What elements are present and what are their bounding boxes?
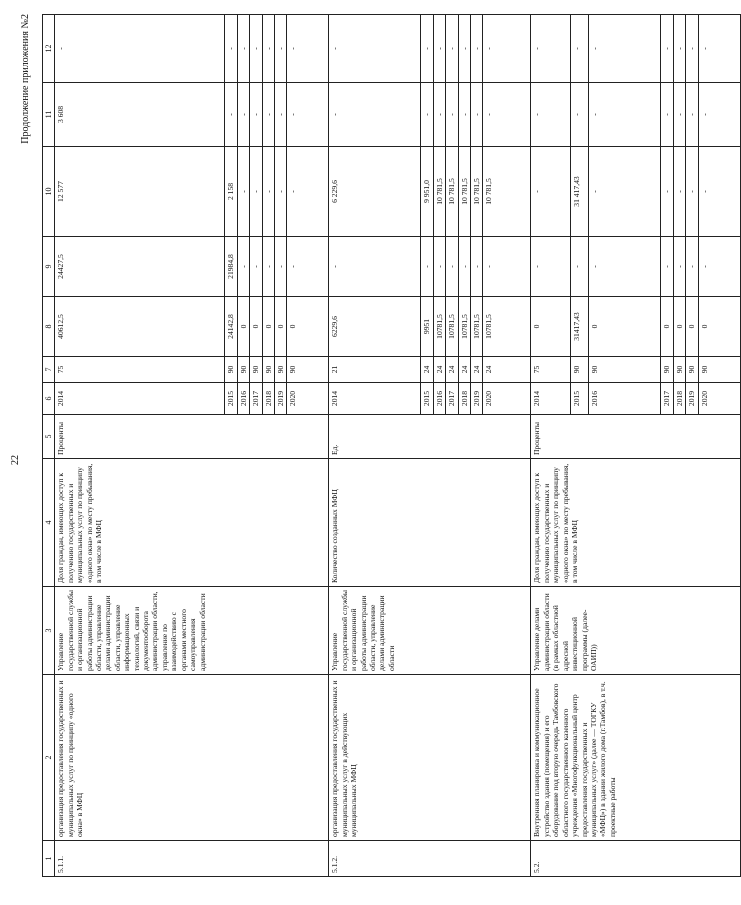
other-funding-cell: - xyxy=(686,15,698,83)
year-cell: 2015 xyxy=(421,383,433,415)
year-cell: 2017 xyxy=(446,383,458,415)
local-funding-cell: - xyxy=(589,83,661,147)
local-funding-cell: - xyxy=(446,83,458,147)
total-funding-cell: 9951 xyxy=(421,297,433,357)
target-value-cell: 90 xyxy=(287,357,329,383)
other-funding-cell: - xyxy=(287,15,329,83)
executor-cell: Управление государственной службы и организационной работы администрации области, управление делами администрации области, управление информационных технологий, связи и документооборота администрации области, управление по взаимодействию с органами местного самоуправления администрации области xyxy=(55,587,329,675)
federal-funding-cell: - xyxy=(287,237,329,297)
col-header: 5 xyxy=(43,415,55,459)
table-body xyxy=(55,15,740,877)
column-number-row xyxy=(43,15,55,877)
unit-cell: Проценты xyxy=(531,415,740,459)
local-funding-cell: - xyxy=(458,83,470,147)
total-funding-cell: 6229,6 xyxy=(329,297,421,357)
total-funding-cell: 0 xyxy=(275,297,287,357)
total-funding-cell: 0 xyxy=(262,297,274,357)
federal-funding-cell: - xyxy=(686,237,698,297)
page-number: 22 xyxy=(10,455,21,465)
federal-funding-cell: - xyxy=(531,237,571,297)
total-funding-cell: 40612,5 xyxy=(55,297,225,357)
total-funding-cell: 0 xyxy=(589,297,661,357)
year-cell: 2019 xyxy=(471,383,483,415)
target-value-cell: 90 xyxy=(686,357,698,383)
target-value-cell: 90 xyxy=(250,357,262,383)
federal-funding-cell: - xyxy=(275,237,287,297)
local-funding-cell: - xyxy=(421,83,433,147)
total-funding-cell: 10781,5 xyxy=(471,297,483,357)
other-funding-cell: - xyxy=(250,15,262,83)
regional-funding-cell: - xyxy=(686,147,698,237)
local-funding-cell: - xyxy=(531,83,571,147)
year-cell: 2017 xyxy=(661,383,673,415)
federal-funding-cell: - xyxy=(433,237,445,297)
regional-funding-cell: - xyxy=(531,147,571,237)
target-value-cell: 90 xyxy=(225,357,237,383)
total-funding-cell: 10781,5 xyxy=(483,297,531,357)
year-cell: 2020 xyxy=(698,383,740,415)
unit-cell: Ед. xyxy=(329,415,531,459)
federal-funding-cell: - xyxy=(483,237,531,297)
target-value-cell: 24 xyxy=(483,357,531,383)
local-funding-cell: - xyxy=(686,83,698,147)
local-funding-cell: - xyxy=(661,83,673,147)
year-cell: 2019 xyxy=(275,383,287,415)
other-funding-cell: - xyxy=(433,15,445,83)
regional-funding-cell: - xyxy=(287,147,329,237)
target-value-cell: 75 xyxy=(55,357,225,383)
federal-funding-cell: 21984,8 xyxy=(225,237,237,297)
measure-cell: Внутренняя планировка и коммуникационное устройство здания (помещения) и его оборудование под вторую очередь Тамбовского областного государственного казенного учреждения «Многофункциональный центр предоставления государственных и муниципальных услуг» (далее — ТОГКУ «МФЦ») в здании жилого дома (г.Тамбов), в т.ч. проектные работы xyxy=(531,675,740,841)
total-funding-cell: 10781,5 xyxy=(458,297,470,357)
other-funding-cell: - xyxy=(471,15,483,83)
other-funding-cell: - xyxy=(589,15,661,83)
year-cell: 2016 xyxy=(237,383,249,415)
regional-funding-cell: 10 781,5 xyxy=(433,147,445,237)
other-funding-cell: - xyxy=(673,15,685,83)
other-funding-cell: - xyxy=(458,15,470,83)
target-value-cell: 90 xyxy=(571,357,589,383)
other-funding-cell: - xyxy=(571,15,589,83)
col-header: 1 xyxy=(43,841,55,877)
target-value-cell: 75 xyxy=(531,357,571,383)
other-funding-cell: - xyxy=(225,15,237,83)
table-row xyxy=(531,15,571,877)
federal-funding-cell: - xyxy=(421,237,433,297)
col-header: 11 xyxy=(43,83,55,147)
target-value-cell: 90 xyxy=(262,357,274,383)
local-funding-cell: - xyxy=(225,83,237,147)
other-funding-cell: - xyxy=(446,15,458,83)
year-cell: 2014 xyxy=(329,383,421,415)
other-funding-cell: - xyxy=(531,15,571,83)
year-cell: 2014 xyxy=(531,383,571,415)
col-header: 12 xyxy=(43,15,55,83)
federal-funding-cell: - xyxy=(262,237,274,297)
local-funding-cell: - xyxy=(329,83,421,147)
measure-cell: организация предоставления государственных и муниципальных услуг по принципу «одного окна» в МФЦ xyxy=(55,675,329,841)
regional-funding-cell: - xyxy=(673,147,685,237)
regional-funding-cell: - xyxy=(661,147,673,237)
local-funding-cell: - xyxy=(262,83,274,147)
other-funding-cell: - xyxy=(275,15,287,83)
total-funding-cell: 10781,5 xyxy=(433,297,445,357)
target-value-cell: 21 xyxy=(329,357,421,383)
year-cell: 2016 xyxy=(433,383,445,415)
other-funding-cell: - xyxy=(262,15,274,83)
federal-funding-cell: - xyxy=(250,237,262,297)
regional-funding-cell: 9 951,0 xyxy=(421,147,433,237)
regional-funding-cell: - xyxy=(698,147,740,237)
target-value-cell: 90 xyxy=(661,357,673,383)
federal-funding-cell: - xyxy=(589,237,661,297)
total-funding-cell: 24142,8 xyxy=(225,297,237,357)
other-funding-cell: - xyxy=(329,15,421,83)
year-cell: 2017 xyxy=(250,383,262,415)
target-value-cell: 24 xyxy=(471,357,483,383)
measure-cell: организация предоставления государственных и муниципальных услуг в действующих муниципальных МФЦ xyxy=(329,675,531,841)
regional-funding-cell: - xyxy=(262,147,274,237)
target-value-cell: 90 xyxy=(237,357,249,383)
program-table xyxy=(42,14,741,877)
local-funding-cell: - xyxy=(471,83,483,147)
table-row xyxy=(329,15,421,877)
col-header: 10 xyxy=(43,147,55,237)
regional-funding-cell: 6 229,6 xyxy=(329,147,421,237)
target-value-cell: 24 xyxy=(446,357,458,383)
federal-funding-cell: - xyxy=(458,237,470,297)
target-value-cell: 90 xyxy=(673,357,685,383)
regional-funding-cell: 10 781,5 xyxy=(471,147,483,237)
total-funding-cell: 0 xyxy=(661,297,673,357)
regional-funding-cell: 10 781,5 xyxy=(446,147,458,237)
regional-funding-cell: - xyxy=(275,147,287,237)
local-funding-cell: - xyxy=(275,83,287,147)
section-number: 5.2. xyxy=(531,841,740,877)
other-funding-cell: - xyxy=(421,15,433,83)
col-header: 7 xyxy=(43,357,55,383)
year-cell: 2019 xyxy=(686,383,698,415)
other-funding-cell: - xyxy=(698,15,740,83)
regional-funding-cell: 10 781,5 xyxy=(483,147,531,237)
year-cell: 2018 xyxy=(262,383,274,415)
federal-funding-cell: - xyxy=(571,237,589,297)
target-value-cell: 24 xyxy=(421,357,433,383)
year-cell: 2014 xyxy=(55,383,225,415)
section-number: 5.1.1. xyxy=(55,841,329,877)
local-funding-cell: - xyxy=(250,83,262,147)
total-funding-cell: 0 xyxy=(686,297,698,357)
col-header: 2 xyxy=(43,675,55,841)
col-header: 6 xyxy=(43,383,55,415)
federal-funding-cell: - xyxy=(661,237,673,297)
col-header: 4 xyxy=(43,459,55,587)
regional-funding-cell: - xyxy=(237,147,249,237)
total-funding-cell: 0 xyxy=(250,297,262,357)
col-header: 9 xyxy=(43,237,55,297)
other-funding-cell: - xyxy=(483,15,531,83)
col-header: 3 xyxy=(43,587,55,675)
total-funding-cell: 10781,5 xyxy=(446,297,458,357)
col-header: 8 xyxy=(43,297,55,357)
target-value-cell: 90 xyxy=(275,357,287,383)
year-cell: 2018 xyxy=(673,383,685,415)
federal-funding-cell: - xyxy=(673,237,685,297)
other-funding-cell: - xyxy=(237,15,249,83)
federal-funding-cell: - xyxy=(329,237,421,297)
year-cell: 2015 xyxy=(571,383,589,415)
year-cell: 2020 xyxy=(287,383,329,415)
other-funding-cell: - xyxy=(661,15,673,83)
indicator-cell: Количество созданных МФЦ xyxy=(329,459,531,587)
table-row xyxy=(55,15,225,877)
total-funding-cell: 0 xyxy=(287,297,329,357)
continuation-caption: Продолжение приложения №2 xyxy=(20,14,31,144)
year-cell: 2016 xyxy=(589,383,661,415)
year-cell: 2015 xyxy=(225,383,237,415)
year-cell: 2018 xyxy=(458,383,470,415)
local-funding-cell: - xyxy=(571,83,589,147)
total-funding-cell: 0 xyxy=(698,297,740,357)
indicator-cell: Доля граждан, имеющих доступ к получению государственных и муниципальных услуг по принципу «одного окна» по месту пребывания, в том числе в МФЦ xyxy=(531,459,740,587)
local-funding-cell: - xyxy=(237,83,249,147)
federal-funding-cell: - xyxy=(471,237,483,297)
federal-funding-cell: - xyxy=(446,237,458,297)
total-funding-cell: 0 xyxy=(673,297,685,357)
regional-funding-cell: 2 158 xyxy=(225,147,237,237)
regional-funding-cell: - xyxy=(250,147,262,237)
other-funding-cell: - xyxy=(55,15,225,83)
total-funding-cell: 31417,43 xyxy=(571,297,589,357)
total-funding-cell: 0 xyxy=(531,297,571,357)
target-value-cell: 90 xyxy=(698,357,740,383)
indicator-cell: Доля граждан, имеющих доступ к получению государственных и муниципальных услуг по принципу «одного окна» по месту пребывания, в том числе в МФЦ xyxy=(55,459,329,587)
local-funding-cell: - xyxy=(698,83,740,147)
local-funding-cell: - xyxy=(673,83,685,147)
executor-cell: Управление делами администрации области (в рамках областной адресной инвестиционной программы (далее-ОАИП)) xyxy=(531,587,740,675)
unit-cell: Проценты xyxy=(55,415,329,459)
local-funding-cell: - xyxy=(433,83,445,147)
local-funding-cell: - xyxy=(287,83,329,147)
local-funding-cell: 3 608 xyxy=(55,83,225,147)
regional-funding-cell: - xyxy=(589,147,661,237)
total-funding-cell: 0 xyxy=(237,297,249,357)
executor-cell: Управление государственной службы и организационной работы администрации области, управление делами администрации области xyxy=(329,587,531,675)
federal-funding-cell: - xyxy=(698,237,740,297)
regional-funding-cell: 31 417,43 xyxy=(571,147,589,237)
target-value-cell: 24 xyxy=(458,357,470,383)
federal-funding-cell: - xyxy=(237,237,249,297)
target-value-cell: 24 xyxy=(433,357,445,383)
target-value-cell: 90 xyxy=(589,357,661,383)
regional-funding-cell: 12 577 xyxy=(55,147,225,237)
federal-funding-cell: 24427,5 xyxy=(55,237,225,297)
section-number: 5.1.2. xyxy=(329,841,531,877)
year-cell: 2020 xyxy=(483,383,531,415)
local-funding-cell: - xyxy=(483,83,531,147)
regional-funding-cell: 10 781,5 xyxy=(458,147,470,237)
